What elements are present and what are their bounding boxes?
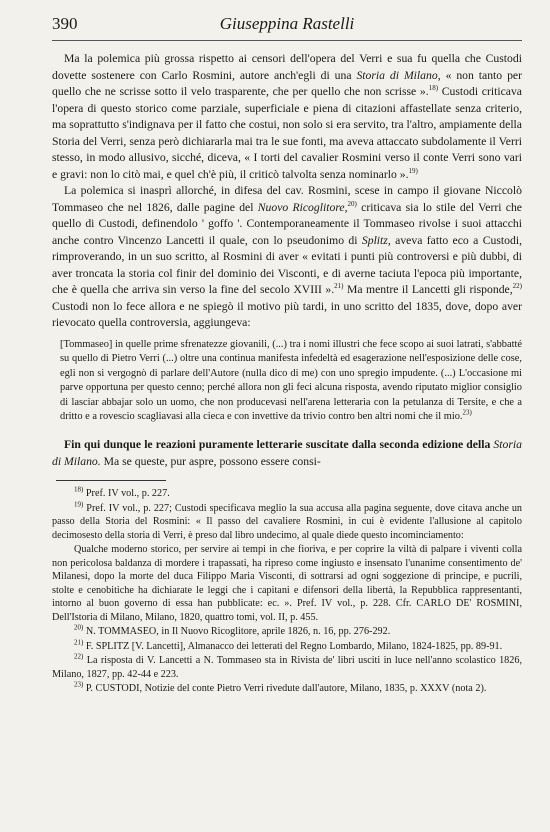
running-head: Giuseppina Rastelli (219, 14, 355, 33)
footnotes (52, 487, 522, 696)
footnote-ref: 21) (334, 282, 344, 291)
footnote-divider (56, 480, 166, 481)
footnote-21: $^{21)}$ F. SPLITZ [V. Lancetti], Almanacco dei letterati del Regno Lombardo, Milano, 1824-1825, pp. 89-91. (74, 638, 503, 652)
journal-title: Nuovo Ricoglitore, (257, 200, 348, 214)
footnote-23: $^{23)}$ P. CUSTODI, Notizie del conte Pietro Verri rivedute dall'autore, Milano, 1835, p. XXXV (nota 2). (74, 680, 487, 695)
paragraph-2: La polemica si inasprì allorché, in difesa del cav. Rosmini, scese in campo il giovane Niccolò Tommaseo che nel 1826, dalle pagine del Nuovo Ricoglitore,$^{20)}$ criticava sia lo stile del Verri che quello di Custodi, definendolo ' goffo '. Contemporaneamente il Tommaseo rivolse i suoi attacchi anche contro Vincenzo Lancetti il quale, con lo pseudonimo di Splitz, aveva fatto eco a Custodi, rimproverando, in un suo scritto, al Rosmini di aver « evitati i punti più controversi e più dubbi, di aver troncata la storia col finir del dominio dei Visconti, e di averne taciuta l'epoca più importante, che è quella che arriva sin verso la fine del secolo XVIII ».$^{21)}$ Ma mentre il Lancetti gli risponde,$^{22)}$ Custodi non lo fece allora e ne spiegò il motivo più tardi, in uno scritto del 1835, dove, dopo aver rievocato quella controversia, aggiungeva: (52, 184, 522, 329)
footnote-19: $^{19)}$ Pref. IV vol., p. 227; Custodi specificava meglio la sua accusa alla pagina seguente, dove citava anche un passo della Storia del Rosmini: « Il passo del cavaliere Rosmini, in cui è evidente l'allusione al capitolo decimosesto della storia di Verri, è preso dal libro undecimo, al quale diede questo incominciamento: (52, 500, 523, 541)
closing-text (52, 437, 522, 470)
footnote-ref: 19) (408, 166, 418, 175)
footnote-ref: 23) (462, 409, 472, 417)
book-title: Storia di Milano. (52, 438, 522, 468)
page-header (52, 14, 522, 41)
page-number: 390 (52, 14, 78, 33)
footnote-ref: 18) (428, 84, 439, 93)
footnote-22: $^{22)}$ La risposta di V. Lancetti a N. Tommaseo sta in Rivista de' libri usciti in luce nell'anno scolastico 1826, Milano, 1827, pp. 42-44 e 223. (52, 652, 523, 680)
footnote-19-quote: Qualche moderno storico, per servire ai tempi in che fioriva, e per coprire la viltà di palpare i viventi colla non pericolosa baldanza di mordere i trapassati, ha ripreso come ingiusto e insensato l'unanime consentimento de' Milanesi, dopo la morte del duca Filippo Maria Visconti, di sottrarsi ad ogni soggezione di principe, e pucrili, stolte e cenobitiche ha dichiarate le leggi che i capitani e difensori della libertà, la Repubblica rappresentanti, intorno al buon governo di essa han pubblicate: ec. ». Pref. IV vol., p. 228. Cfr. CARLO DE' ROSMINI, Dell'Istoria di Milano, Milano, 1820, quattro tomi, vol. II, p. 455. (52, 544, 522, 623)
paragraph-3: Fin qui dunque le reazioni puramente letterarie suscitate dalla seconda edizione della Storia di Milano. Ma se queste, pur aspre, possono essere consi- (52, 438, 522, 468)
block-quote (60, 338, 522, 426)
book-title: Storia di Milano (356, 68, 438, 82)
footnote-18: $^{18)}$ Pref. IV vol., p. 227. (74, 485, 170, 500)
pseudonym: Splitz, (361, 233, 391, 247)
paragraph-1: Ma la polemica più grossa rispetto ai censori dell'opera del Verri e sua fu quella che Custodi dovette sostenere con Carlo Rosmini, autore anch'egli di una Storia di Milano, « non tanto per quello che ne scrisse sotto il velo trasparente, che per quello che non scrisse ».$^{18)}$ Custodi criticava l'opera di questo storico come parziale, superficiale e piena di citazioni affastellate senza criterio, ma soprattutto s'indignava per il fatto che costui, non solo si era servito, tra l'altro, ampiamente della Storia del Verri, senza però dichiararla mai tra le sue fonti, ma aveva attaccato subdolamente il Verri stesso, in modo allusivo, sicché, diceva, « I torti del cavalier Rosmini verso il conte Verri sono vari e gravi: non lo citò mai, e quel ch'è più, il criticò talvolta senza nominarlo ».$^{19)}$ (52, 52, 522, 181)
footnote-20: $^{20)}$ N. TOMMASEO, in Il Nuovo Ricoglitore, aprile 1826, n. 16, pp. 276-292. (74, 623, 391, 638)
main-text (52, 51, 522, 332)
quote-text: [Tommaseo] in quelle prime sfrenatezze giovanili, (...) tra i nomi illustri che fece scopo ai suoi latrati, s'abbatté su quello di Pietro Verri (...) oltre una continua manifesta infedeltà ed esagerazione nell'esposizione delle cose, egli non si vergognò di parlare dell'Autore (nulla dico di me) con uno spregio impudente. (...) L'occasione mi parve opportuna per questo cenno; perché allora non gli feci alcuna risposta, avendo riputato miglior consiglio di lasciar abbajar solo un uomo, che non producevasi nell'arena letteraria con la petulanza di Tersite, e che a dritto e a rovescio scagliavasi alla cieca e con invettive da trivio contro ben altri nomi che il mio.$^{23)}$ (60, 338, 522, 423)
footnote-ref: 20) (347, 199, 357, 208)
footnote-ref: 22) (512, 282, 522, 291)
